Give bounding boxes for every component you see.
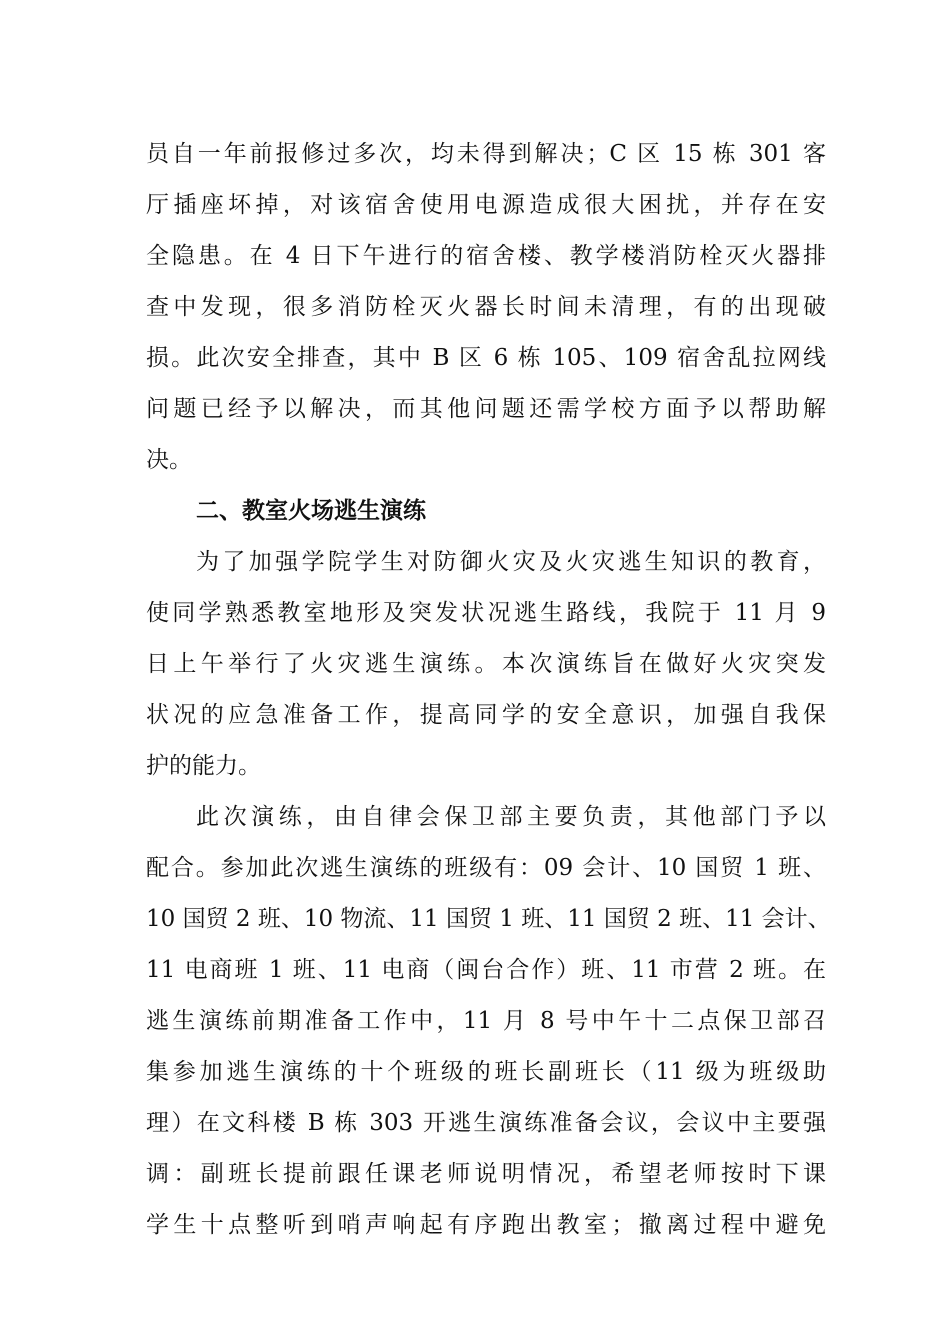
text-line: 员自一年前报修过多次，均未得到解决；C 区 15 栋 301 客: [146, 141, 826, 167]
text-line: 使同学熟悉教室地形及突发状况逃生路线，我院于 11 月 9: [146, 600, 826, 626]
paragraph-drill-purpose: [146, 539, 826, 794]
text-line: 为了加强学院学生对防御火灾及火灾逃生知识的教育，: [196, 549, 826, 575]
text-line: 理）在文科楼 B 栋 303 开逃生演练准备会议，会议中主要强: [146, 1110, 826, 1136]
text-line: 集参加逃生演练的十个班级的班长副班长（11 级为班级助: [146, 1059, 826, 1085]
text-line: 11 电商班 1 班、11 电商（闽台合作）班、11 市营 2 班。在: [146, 957, 826, 983]
text-line: 10 国贸 2 班、10 物流、11 国贸 1 班、11 国贸 2 班、11 会计、: [146, 906, 831, 932]
document-body: [146, 131, 831, 1253]
text-line: 决。: [146, 447, 192, 473]
text-line: 状况的应急准备工作，提高同学的安全意识，加强自我保: [146, 702, 826, 728]
text-line: 厅插座坏掉，对该宿舍使用电源造成很大困扰，并存在安: [146, 192, 826, 218]
text-line: 学生十点整听到哨声响起有序跑出教室；撤离过程中避免: [146, 1212, 826, 1238]
continuation-paragraph: [146, 131, 826, 488]
text-line: 全隐患。在 4 日下午进行的宿舍楼、教学楼消防栓灭火器排: [146, 243, 826, 269]
text-line: 损。此次安全排查，其中 B 区 6 栋 105、109 宿舍乱拉网线: [146, 345, 826, 371]
text-line: 问题已经予以解决，而其他问题还需学校方面予以帮助解: [146, 396, 826, 422]
section-heading: 二、教室火场逃生演练: [196, 498, 426, 524]
text-line: 调：副班长提前跟任课老师说明情况，希望老师按时下课: [146, 1161, 826, 1187]
text-line: 护的能力。: [146, 753, 261, 779]
text-line: 查中发现，很多消防栓灭火器长时间未清理，有的出现破: [146, 294, 826, 320]
text-line: 日上午举行了火灾逃生演练。本次演练旨在做好火灾突发: [146, 651, 826, 677]
text-line: 此次演练，由自律会保卫部主要负责，其他部门予以: [196, 804, 826, 830]
text-line: 逃生演练前期准备工作中，11 月 8 号中午十二点保卫部召: [146, 1008, 826, 1034]
text-line: 配合。参加此次逃生演练的班级有：09 会计、10 国贸 1 班、: [146, 855, 826, 881]
paragraph-drill-organization: [146, 794, 831, 1253]
